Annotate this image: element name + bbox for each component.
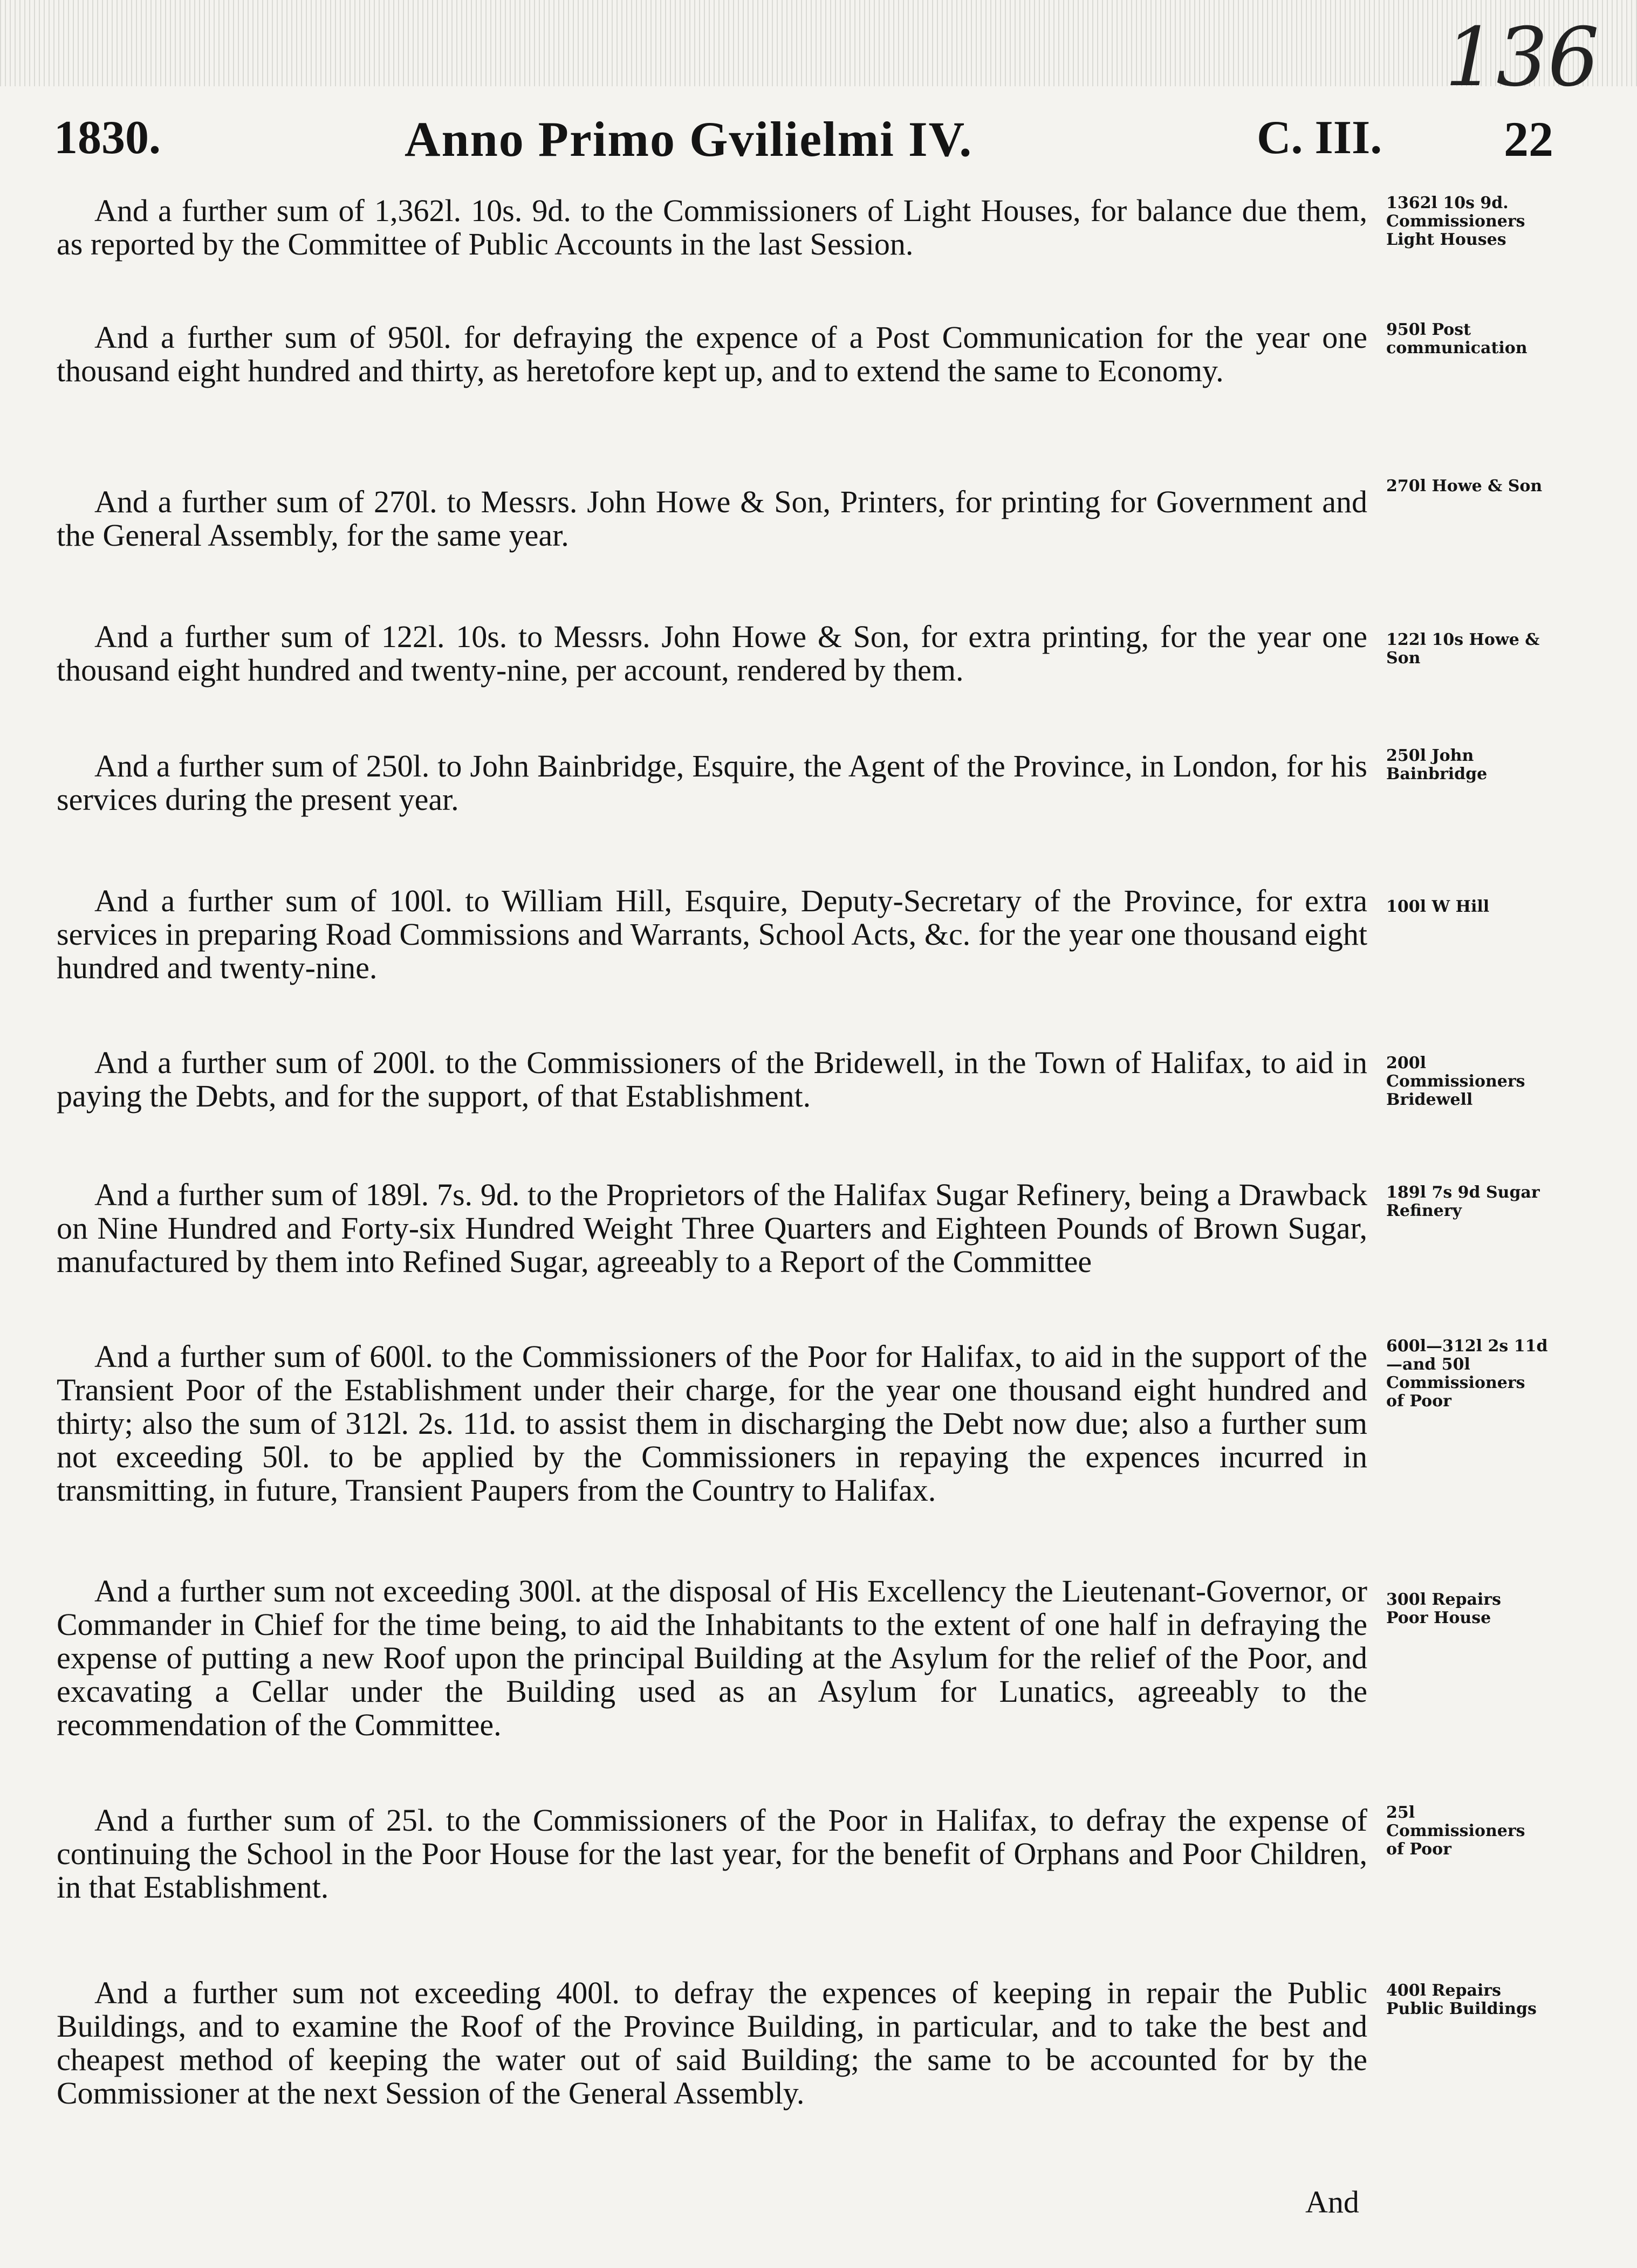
- entry-light-houses: And a further sum of 1,362l. 10s. 9d. to the Commissioners of Light Houses, for balance due them, as reported by the Committee of Public Accounts in the last Session.: [57, 193, 1367, 262]
- note-bridewell: 200l Commissioners Bridewell: [1386, 1054, 1525, 1109]
- header-page-number: 22: [1504, 112, 1553, 167]
- entry-howe-extra-printing: And a further sum of 122l. 10s. to Messrs. John Howe & Son, for extra printing, for the year one thousand eight hundred and twenty-nine, per account, rendered by them.: [57, 619, 1367, 688]
- note-sugar-refinery: 189l 7s 9d Sugar Refinery: [1386, 1183, 1540, 1220]
- entry-poor-school: And a further sum of 25l. to the Commissioners of the Poor in Halifax, to defray the expense of continuing the School in the Poor House for the last year, for the benefit of Orphans and Poor Children, in that Establishment.: [57, 1803, 1367, 1905]
- entry-post-communication: And a further sum of 950l. for defraying the expence of a Post Communication for the year one thousand eight hundred and thirty, as heretofore kept up, and to extend the same to Economy.: [57, 320, 1367, 388]
- note-bainbridge: 250l John Bainbridge: [1386, 746, 1488, 784]
- note-public-buildings: 400l Repairs Public Buildings: [1386, 1981, 1537, 2018]
- entry-bainbridge: And a further sum of 250l. to John Bainbridge, Esquire, the Agent of the Province, in London, for his services during the present year.: [57, 748, 1367, 817]
- note-howe-printing: 270l Howe & Son: [1386, 477, 1543, 496]
- note-howe-extra-printing: 122l 10s Howe & Son: [1386, 630, 1540, 668]
- note-post-communication: 950l Post communication: [1386, 320, 1528, 358]
- header-chapter: C. III.: [1257, 112, 1382, 164]
- note-light-houses: 1362l 10s 9d. Commissioners Light Houses: [1386, 194, 1525, 249]
- scan-noise: [0, 0, 1637, 86]
- entry-poor-halifax: And a further sum of 600l. to the Commissioners of the Poor for Halifax, to aid in the support of the Transient Poor of the Establishment under their charge, for the year one thousand eight hundred and thirty; also the sum of 312l. 2s. 11d. to assist them in discharging the Debt now due; also a further sum not exceeding 50l. to be applied by the Commissioners in repaying the expences incurred in transmitting, in future, Transient Paupers from the Country to Halifax.: [57, 1339, 1367, 1508]
- folio-number: 136: [1444, 11, 1599, 105]
- note-asylum-roof: 300l Repairs Poor House: [1386, 1590, 1501, 1627]
- header-year: 1830.: [54, 112, 161, 164]
- entry-public-buildings: And a further sum not exceeding 400l. to defray the expences of keeping in repair the Public Buildings, and to examine the Roof of the Province Building, in particular, and to take the best and cheapest method of keeping the water out of said Building; the same to be accounted for by the Commissioner at the next Session of the General Assembly.: [57, 1975, 1367, 2111]
- entry-howe-printing: And a further sum of 270l. to Messrs. John Howe & Son, Printers, for printing for Government and the General Assembly, for the same year.: [57, 484, 1367, 553]
- entry-asylum-roof: And a further sum not exceeding 300l. at the disposal of His Excellency the Lieutenant-Governor, or Commander in Chief for the time being, to aid the Inhabitants to the extent of one half in defraying the expense of putting a new Roof upon the principal Building at the Asylum for the relief of the Poor, and excavating a Cellar under the Building used as an Asylum for Lunatics, agreeably to the recommendation of the Committee.: [57, 1573, 1367, 1742]
- note-william-hill: 100l W Hill: [1386, 897, 1490, 916]
- entry-bridewell: And a further sum of 200l. to the Commissioners of the Bridewell, in the Town of Halifax, to aid in paying the Debts, and for the support, of that Establishment.: [57, 1045, 1367, 1114]
- entry-sugar-refinery: And a further sum of 189l. 7s. 9d. to the Proprietors of the Halifax Sugar Refinery, being a Drawback on Nine Hundred and Forty-six Hundred Weight Three Quarters and Eighteen Pounds of Brown Sugar, manufactured by them into Refined Sugar, agreeably to a Report of the Committee: [57, 1177, 1367, 1279]
- entry-william-hill: And a further sum of 100l. to William Hill, Esquire, Deputy-Secretary of the Province, for extra services in preparing Road Commissions and Warrants, School Acts, &c. for the year one thousand eight hundred and twenty-nine.: [57, 883, 1367, 985]
- header-title: Anno Primo Gvilielmi IV.: [405, 112, 973, 167]
- page-header: [54, 111, 1553, 186]
- note-poor-school: 25l Commissioners of Poor: [1386, 1803, 1525, 1859]
- note-poor-halifax: 600l—312l 2s 11d—and 50l Commissioners of Poor: [1386, 1337, 1548, 1411]
- catchword: And: [1305, 2184, 1359, 2219]
